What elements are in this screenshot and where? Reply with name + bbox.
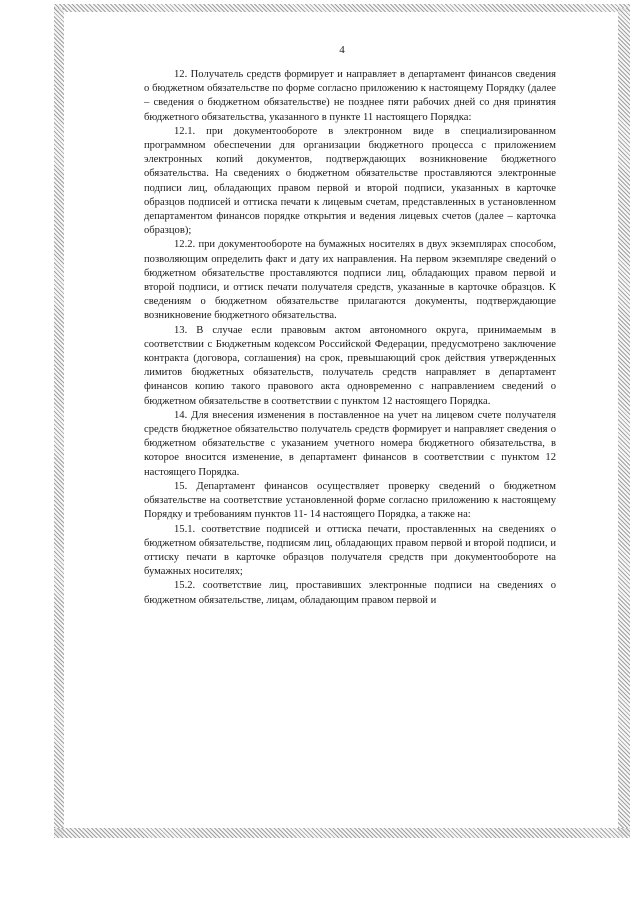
paragraph-12-2: 12.2. при документообороте на бумажных носителях в двух экземплярах способом, позволяющим определить факт и дату их направления. На первом экземпляре сведений о бюджетном обязательстве проставляются подписи лиц, обладающих правом первой и второй подписи, и оттиск печати получателя средств, указанные в карточке образцов. К сведениям о бюджетном обязательстве прилагаются документы, подтверждающие возникновение бюджетного обязательства. [144,239,556,322]
document-body [144,68,556,608]
scan-border-bottom [54,828,630,838]
paragraph-14: 14. Для внесения изменения в поставленное на учет на лицевом счете получателя средств бюджетное обязательство получатель средств формирует и направляет сведения о бюджетном обязательстве с указанием учетного номера бюджетного обязательства, в которое вносится изменение, в департамент финансов в соответствии с пунктом 12 настоящего Порядка. [144,409,556,478]
paragraph-15: 15. Департамент финансов осуществляет проверку сведений о бюджетном обязательстве на соответствие установленной форме согласно приложению к настоящему Порядку и требованиям пунктов 11- 14 настоящего Порядка, а также на: [144,480,556,521]
paragraph-12-1: 12.1. при документообороте в электронном виде в специализированном программном обеспечении для организации бюджетного процесса с приложением электронных копий документов, подтверждающих возникновение бюджетного обязательства. На сведениях о бюджетном обязательстве проставляются электронные подписи лиц, обладающих правом первой и второй подписи, указанных в карточке образцов подписей и оттиска печати к лицевым счетам, представленных в установленном департаментом финансов порядке открытия и ведения лицевых счетов (далее – карточка образцов); [144,125,556,237]
scan-border-left [54,8,64,836]
scan-border-top [54,4,630,12]
scan-border-right [618,8,630,836]
paragraph-15-1: 15.1. соответствие подписей и оттиска печати, проставленных на сведениях о бюджетном обязательстве, подписям лиц, обладающих правом первой и второй подписи, и оттиску печати в карточке образцов получателя средств при документообороте на бумажных носителях; [144,523,556,578]
paragraph-15-2: 15.2. соответствие лиц, проставивших электронные подписи на сведениях о бюджетном обязательстве, лицам, обладающим правом первой и [144,580,556,606]
paragraph-12: 12. Получатель средств формирует и направляет в департамент финансов сведения о бюджетном обязательстве по форме согласно приложению к настоящему Порядку (далее – сведения о бюджетном обязательстве) не позднее пяти рабочих дней со дня принятия бюджетного обязательства, указанного в пункте 11 настоящего Порядка: [144,69,556,123]
page-number: 4 [339,44,345,56]
paragraph-13: 13. В случае если правовым актом автономного округа, принимаемым в соответствии с Бюджетным кодексом Российской Федерации, предусмотрено заключение контракта (договора, соглашения) на срок, превышающий срок действия утвержденных лимитов бюджетных обязательств, получатель средств направляет в департамент финансов копию такого правового акта одновременно с направлением сведений о бюджетном обязательстве в соответствии с пунктом 12 настоящего Порядка. [144,324,556,407]
